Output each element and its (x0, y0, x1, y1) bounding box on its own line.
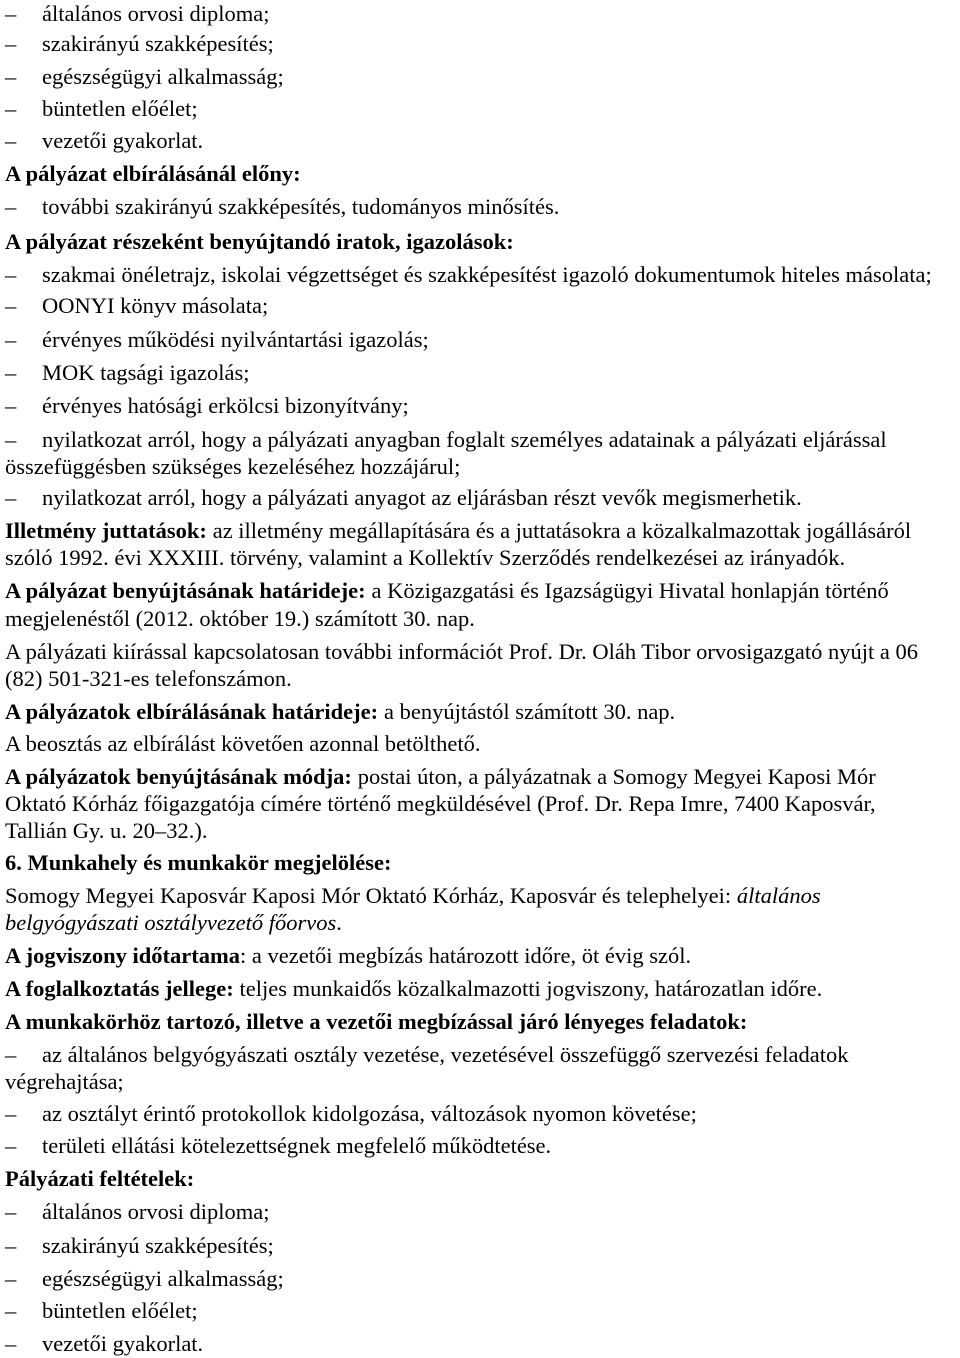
list-item-text: nyilatkozat arról, hogy a pályázati anyagot az eljárásban részt vevők megismerhetik. (42, 485, 802, 510)
list-item (5, 1330, 203, 1357)
list-item-text: szakirányú szakképesítés; (42, 31, 274, 56)
salary-paragraph (5, 517, 911, 544)
list-item (5, 1198, 269, 1225)
list-marker: – (5, 1331, 17, 1356)
list-item (5, 1041, 849, 1068)
list-marker: – (5, 393, 17, 418)
list-marker: – (5, 1233, 17, 1258)
submission-deadline-label: A pályázat benyújtásának határideje: (5, 578, 366, 603)
list-item (5, 1232, 274, 1259)
section-heading-duties: A munkakörhöz tartozó, illetve a vezetői megbízással járó lényeges feladatok: (5, 1009, 748, 1034)
workplace-paragraph (5, 882, 821, 909)
section-heading-conditions: Pályázati feltételek: (5, 1166, 195, 1191)
list-item (5, 1297, 198, 1324)
list-item-continuation: összefüggésben szükséges kezeléséhez hozzájárul; (5, 454, 461, 479)
list-item-text: MOK tagsági igazolás; (42, 360, 250, 385)
section-heading-workplace: 6. Munkahely és munkakör megjelölése: (5, 850, 392, 875)
duration-paragraph (5, 942, 691, 969)
submission-deadline-continuation: megjelenéstől (2012. október 19.) számított 30. nap. (5, 606, 475, 631)
list-item-text: az osztályt érintő protokollok kidolgozása, változások nyomon követése; (42, 1101, 697, 1126)
list-item (5, 95, 198, 122)
submission-deadline-paragraph (5, 577, 889, 604)
list-item (5, 0, 269, 27)
information-text-continuation: (82) 501-321-es telefonszámon. (5, 666, 292, 691)
list-marker: – (5, 327, 17, 352)
list-item (5, 63, 284, 90)
section-heading-documents: A pályázat részeként benyújtandó iratok, igazolások: (5, 229, 514, 254)
list-marker: – (5, 128, 17, 153)
salary-label: Illetmény juttatások: (5, 518, 207, 543)
list-marker: – (5, 64, 17, 89)
section-heading-advantage: A pályázat elbírálásánál előny: (5, 161, 301, 186)
list-item-text: további szakirányú szakképesítés, tudományos minősítés. (42, 194, 560, 219)
list-marker: – (5, 1101, 17, 1126)
list-marker: – (5, 1042, 17, 1067)
list-item (5, 193, 559, 220)
list-item-continuation: végrehajtása; (5, 1069, 124, 1094)
position-fill-text: A beosztás az elbírálást követően azonnal betölthető. (5, 731, 481, 756)
list-item (5, 426, 887, 453)
list-item (5, 359, 249, 386)
salary-text-continuation: szóló 1992. évi XXXIII. törvény, valamint a Kollektív Szerződés rendelkezései az irányadók. (5, 545, 846, 570)
list-item (5, 1265, 284, 1292)
list-item-text: érvényes hatósági erkölcsi bizonyítvány; (42, 393, 409, 418)
submission-method-continuation: Tallián Gy. u. 20–32.). (5, 818, 208, 843)
workplace-text: Somogy Megyei Kaposvár Kaposi Mór Oktató Kórház, Kaposvár és telephelyei: (5, 883, 732, 908)
list-item (5, 127, 203, 154)
submission-method-label: A pályázatok benyújtásának módja: (5, 764, 352, 789)
list-marker: – (5, 427, 17, 452)
list-item-text: érvényes működési nyilvántartási igazolás; (42, 327, 429, 352)
list-marker: – (5, 1133, 17, 1158)
list-item (5, 261, 932, 288)
duration-label: A jogviszony időtartama (5, 943, 240, 968)
employment-type-text: teljes munkaidős közalkalmazotti jogviszony, határozatlan időre. (239, 976, 823, 1001)
list-marker: – (5, 1199, 17, 1224)
list-item-text: az általános belgyógyászati osztály vezetése, vezetésével összefüggő szervezési feladatok (42, 1042, 849, 1067)
position-title-continuation: belgyógyászati osztályvezető főorvos (5, 910, 337, 935)
list-item (5, 484, 802, 511)
position-title: általános (736, 883, 821, 908)
list-marker: – (5, 360, 17, 385)
list-marker: – (5, 485, 17, 510)
list-marker: – (5, 1266, 17, 1291)
submission-deadline-text: a Közigazgatási és Igazságügyi Hivatal honlapján történő (371, 578, 889, 603)
list-marker: – (5, 1, 17, 26)
information-text: A pályázati kiírással kapcsolatosan további információt Prof. Dr. Oláh Tibor orvosigazgató nyújt a 06 (5, 639, 918, 664)
list-item-text: szakirányú szakképesítés; (42, 1233, 274, 1258)
list-item (5, 1132, 551, 1159)
list-item-text: OONYI könyv másolata; (42, 293, 269, 318)
list-item (5, 392, 409, 419)
submission-method-text: postai úton, a pályázatnak a Somogy Megyei Kaposi Mór (357, 764, 876, 789)
list-marker: – (5, 96, 17, 121)
employment-type-label: A foglalkoztatás jellege: (5, 976, 234, 1001)
list-item-text: nyilatkozat arról, hogy a pályázati anyagban foglalt személyes adatainak a pályázati eljárással (42, 427, 887, 452)
list-marker: – (5, 194, 17, 219)
evaluation-deadline-text: a benyújtástól számított 30. nap. (383, 699, 676, 724)
submission-method-paragraph (5, 763, 876, 790)
list-item-text: vezetői gyakorlat. (42, 1331, 204, 1356)
position-title-end: . (336, 910, 342, 935)
list-item-text: általános orvosi diploma; (42, 1, 270, 26)
list-item (5, 30, 274, 57)
submission-method-continuation: Oktató Kórház főigazgatója címére történő megküldésével (Prof. Dr. Repa Imre, 7400 Kaposvár, (5, 791, 876, 816)
list-item-text: általános orvosi diploma; (42, 1199, 270, 1224)
list-item-text: büntetlen előélet; (42, 1298, 198, 1323)
evaluation-deadline-label: A pályázatok elbírálásának határideje: (5, 699, 379, 724)
list-item (5, 326, 429, 353)
duration-text: : a vezetői megbízás határozott időre, öt évig szól. (240, 943, 692, 968)
list-marker: – (5, 293, 17, 318)
list-item (5, 1100, 697, 1127)
employment-type-paragraph (5, 975, 822, 1002)
list-item-text: területi ellátási kötelezettségnek megfelelő működtetése. (42, 1133, 552, 1158)
salary-text: az illetmény megállapítására és a juttatásokra a közalkalmazottak jogállásáról (212, 518, 912, 543)
list-item-text: vezetői gyakorlat. (42, 128, 204, 153)
list-item-text: szakmai önéletrajz, iskolai végzettséget és szakképesítést igazoló dokumentumok hiteles másolata; (42, 262, 932, 287)
list-item-text: büntetlen előélet; (42, 96, 198, 121)
list-item-text: egészségügyi alkalmasság; (42, 64, 284, 89)
evaluation-deadline-paragraph (5, 698, 675, 725)
list-item-text: egészségügyi alkalmasság; (42, 1266, 284, 1291)
workplace-continuation (5, 909, 342, 936)
list-marker: – (5, 262, 17, 287)
list-item (5, 292, 268, 319)
list-marker: – (5, 1298, 17, 1323)
list-marker: – (5, 31, 17, 56)
